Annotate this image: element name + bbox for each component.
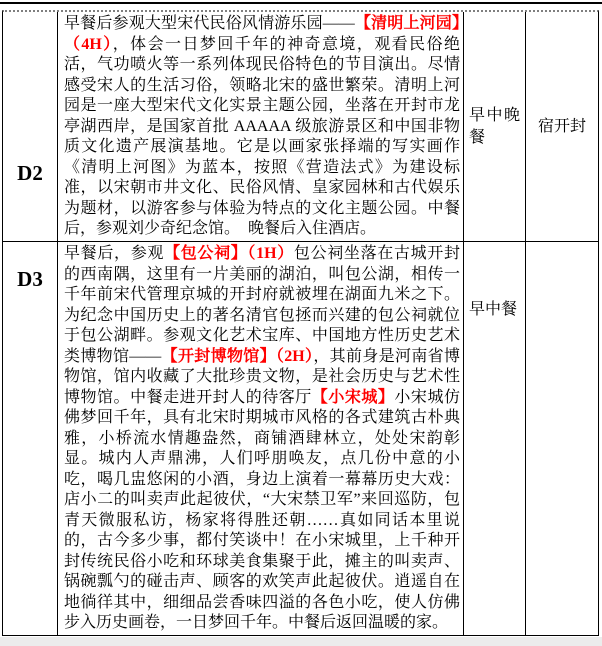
itinerary-table xyxy=(2,10,599,636)
meals-label: 早中晚餐 xyxy=(469,106,520,146)
itinerary-cell xyxy=(58,242,464,635)
day-label: D3 xyxy=(17,267,43,291)
meals-label: 早中餐 xyxy=(469,301,518,318)
day-cell xyxy=(3,242,58,635)
day-cell xyxy=(3,12,58,241)
itinerary-highlight-run: 【小宋城】 xyxy=(311,388,395,406)
lodging-label: 宿开封 xyxy=(537,117,586,135)
itinerary-highlight-run: 【包公祠】（1H） xyxy=(164,245,294,262)
day-label: D2 xyxy=(17,161,43,185)
table-row xyxy=(3,242,598,635)
lodging-cell xyxy=(526,242,598,635)
itinerary-text-run: 早餐后，参观 xyxy=(64,245,165,262)
table-row xyxy=(3,12,598,242)
page-bottom-strip xyxy=(0,637,602,646)
itinerary-highlight-run: 【清明上河园】（4H） xyxy=(64,15,460,53)
itinerary-text-run: ，体会一日梦回千年的神奇意境，观看民俗绝活，气功喷火等一系列体现民俗特色的节目演出。尽情感受宋人的生活习俗，领略北宋的盛世繁荣。清明上河园是一座大型宋代文化实景主题公园，坐落在开封市龙亭湖西岸，是国家首批 AAAAA 级旅游景区和中国非物质文化遗产展演基地。它是以画家张择端的写实画作《清明上河图》为蓝本，按照《营造法式》为建设标准，以宋朝市井文化、民俗风情、皇家园林和古代娱乐为题材，以游客参与体验为特点的文化主题公园。中餐后，参观刘少奇纪念馆。 晚餐后入住酒店。 xyxy=(64,35,460,237)
page-top-rule xyxy=(0,2,602,4)
lodging-cell xyxy=(526,12,598,241)
itinerary-text-run: 小宋城仿佛梦回千年，具有北宋时期城市风格的各式建筑古朴典雅，小桥流水情趣盎然，商铺酒肆林立，处处宋韵彰显。城内人声鼎沸，人们呼朋唤友，点几份中意的小吃，喝几盅悠闲的小酒，身边上演着一幕幕历史大戏：店小二的叫卖声此起彼伏，“大宋禁卫军”来回巡防，包青天微服私访，杨家将得胜还朝……真如同话本里说的，古今多少事，都付笑谈中！在小宋城里，上千种开封传统民俗小吃和环球美食集聚于此，摊主的叫卖声、锅碗瓢勺的碰击声、顾客的欢笑声此起彼伏。逍遥自在地徜徉其中，细细品尝香味四溢的各色小吃，使人仿佛步入历史画卷，一日梦回千年。中餐后返回温暖的家。 xyxy=(64,388,460,631)
itinerary-text-run: 包公祠坐落在古城开封的西南隅，这里有一片美丽的湖泊，叫包公湖，相传一千年前宋代管理京城的开封府就被埋在湖面九米之下。为纪念中国历史上的著名清官包拯而兴建的包公祠就位于包公湖畔。参观文化艺术宝库、中国地方性历史艺术类博物馆—— xyxy=(64,245,460,365)
itinerary-cell xyxy=(58,12,464,241)
meals-cell xyxy=(464,242,526,635)
itinerary-text-run: ，其前身是河南省博物馆，馆内收藏了大批珍贵文物，是社会历史与艺术性博物馆。中餐走进开封人的待客厅 xyxy=(64,347,460,406)
itinerary-text-run: 早餐后参观大型宋代民俗风情游乐园—— xyxy=(64,15,355,32)
meals-cell xyxy=(464,12,526,241)
itinerary-highlight-run: 【开封博物馆】（2H） xyxy=(161,347,314,365)
